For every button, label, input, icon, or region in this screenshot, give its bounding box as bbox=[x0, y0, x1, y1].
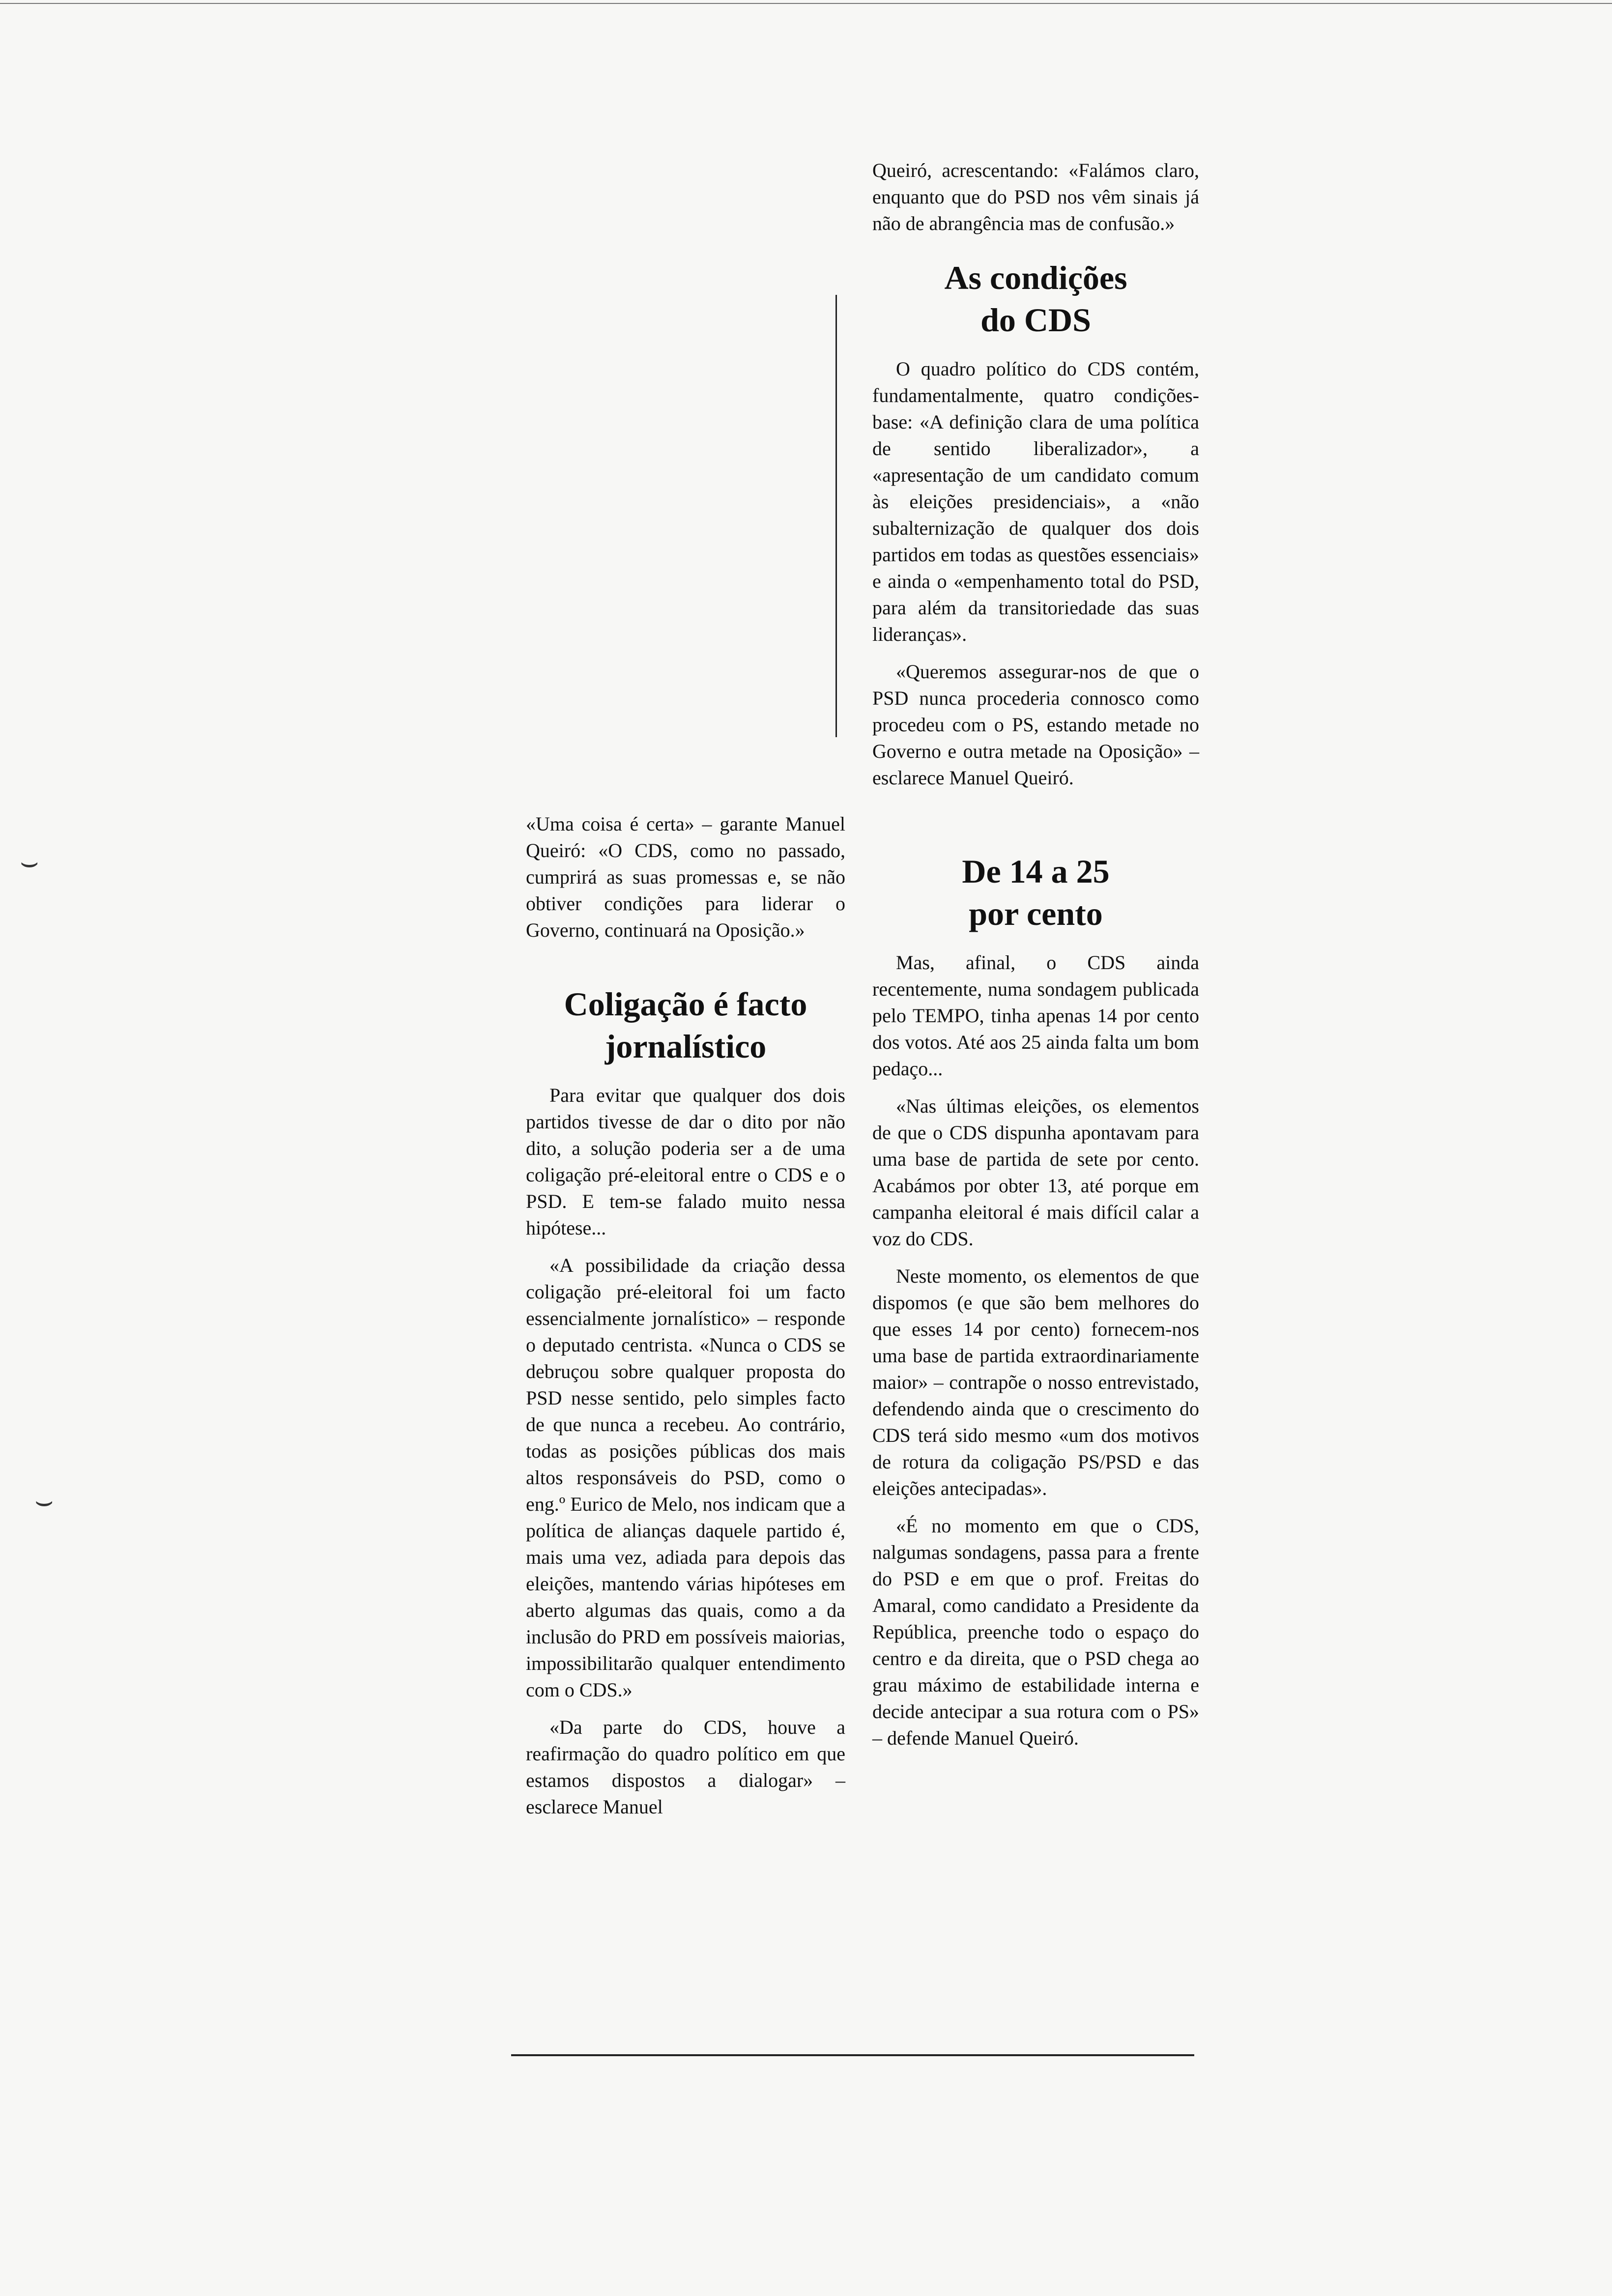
body-paragraph: Mas, afinal, o CDS ainda recentemente, numa sondagem publicada pelo TEMPO, tinha apenas 14 por cento dos votos. Até aos 25 ainda falta um bom pedaço... bbox=[872, 951, 1199, 1080]
body-paragraph: «É no momento em que o CDS, nalgumas sondagens, passa para a frente do PSD e em que o prof. Freitas do Amaral, como candidato a Presidente da República, preenche todo o espaço do centro e da direita, que o PSD chega ao grau máximo de estabilidade interna e decide antecipar a sua rotura com o PS» – defende Manuel Queiró. bbox=[872, 1515, 1199, 1749]
margin-pen-mark: ⌣ bbox=[34, 1485, 54, 1517]
body-paragraph: Neste momento, os elementos de que dispomos (e que são bem melhores do que esses 14 por cento) fornecem-nos uma base de partida extraordinariamente maior» – contrapõe o nosso entrevistado, defendendo ainda que o crescimento do CDS terá sido mesmo «um dos motivos de rotura da coligação PS/PSD e das eleições antecipadas». bbox=[872, 1265, 1199, 1499]
section-heading: As condições do CDS bbox=[944, 259, 1127, 339]
left-column bbox=[526, 811, 845, 1831]
bottom-rule bbox=[511, 2054, 1194, 2056]
top-border-line bbox=[0, 3, 1612, 4]
body-paragraph: «Da parte do CDS, houve a reafirmação do quadro político em que estamos dispostos a dialogar» – esclarece Manuel bbox=[526, 1716, 845, 1818]
continuation-paragraph: Queiró, acrescentando: «Falámos claro, enquanto que do PSD nos vêm sinais já não de abrangência mas de confusão.» bbox=[872, 159, 1199, 234]
body-paragraph: «Nas últimas eleições, os elementos de que o CDS dispunha apontavam para uma base de partida de sete por cento. Acabámos por obter 13, até porque em campanha eleitoral é mais difícil calar a voz do CDS. bbox=[872, 1095, 1199, 1250]
right-column bbox=[872, 157, 1199, 1762]
body-paragraph: «Queremos assegurar-nos de que o PSD nunca procederia connosco como procedeu com o PS, estando metade no Governo e outra metade na Oposição» – esclarece Manuel Queiró. bbox=[872, 660, 1199, 789]
margin-pen-mark: ⌣ bbox=[20, 846, 39, 878]
column-divider bbox=[835, 295, 837, 737]
section-heading: Coligação é facto jornalístico bbox=[564, 985, 807, 1065]
body-paragraph: «A possibilidade da criação dessa coligação pré-eleitoral foi um facto essencialmente jornalístico» – responde o deputado centrista. «Nunca o CDS se debruçou sobre qualquer proposta do PSD nesse sentido, pelo simples facto de que nunca a recebeu. Ao contrário, todas as posições públicas dos mais altos responsáveis do PSD, como o eng.º Eurico de Melo, nos indicam que a política de alianças daquele partido é, mais uma vez, adiada para depois das eleições, mantendo várias hipóteses em aberto algumas das quais, como a da inclusão do PRD em possíveis maiorias, impossibilitarão qualquer entendimento com o CDS.» bbox=[526, 1254, 845, 1701]
section-heading: De 14 a 25 por cento bbox=[962, 853, 1110, 932]
intro-paragraph: «Uma coisa é certa» – garante Manuel Queiró: «O CDS, como no passado, cumprirá as suas promessas e, se não obtiver condições para liderar o Governo, continuará na Oposição.» bbox=[526, 813, 845, 941]
body-paragraph: Para evitar que qualquer dos dois partidos tivesse de dar o dito por não dito, a solução poderia ser a de uma coligação pré-eleitoral entre o CDS e o PSD. E tem-se falado muito nessa hipótese... bbox=[526, 1084, 845, 1239]
body-paragraph: O quadro político do CDS contém, fundamentalmente, quatro condições-base: «A definição clara de uma política de sentido liberalizador», a «apresentação de um candidato comum às eleições presidenciais», a «não subalternização de qualquer dos dois partidos em todas as questões essenciais» e ainda o «empenhamento total do PSD, para além da transitoriedade das suas lideranças». bbox=[872, 358, 1199, 645]
